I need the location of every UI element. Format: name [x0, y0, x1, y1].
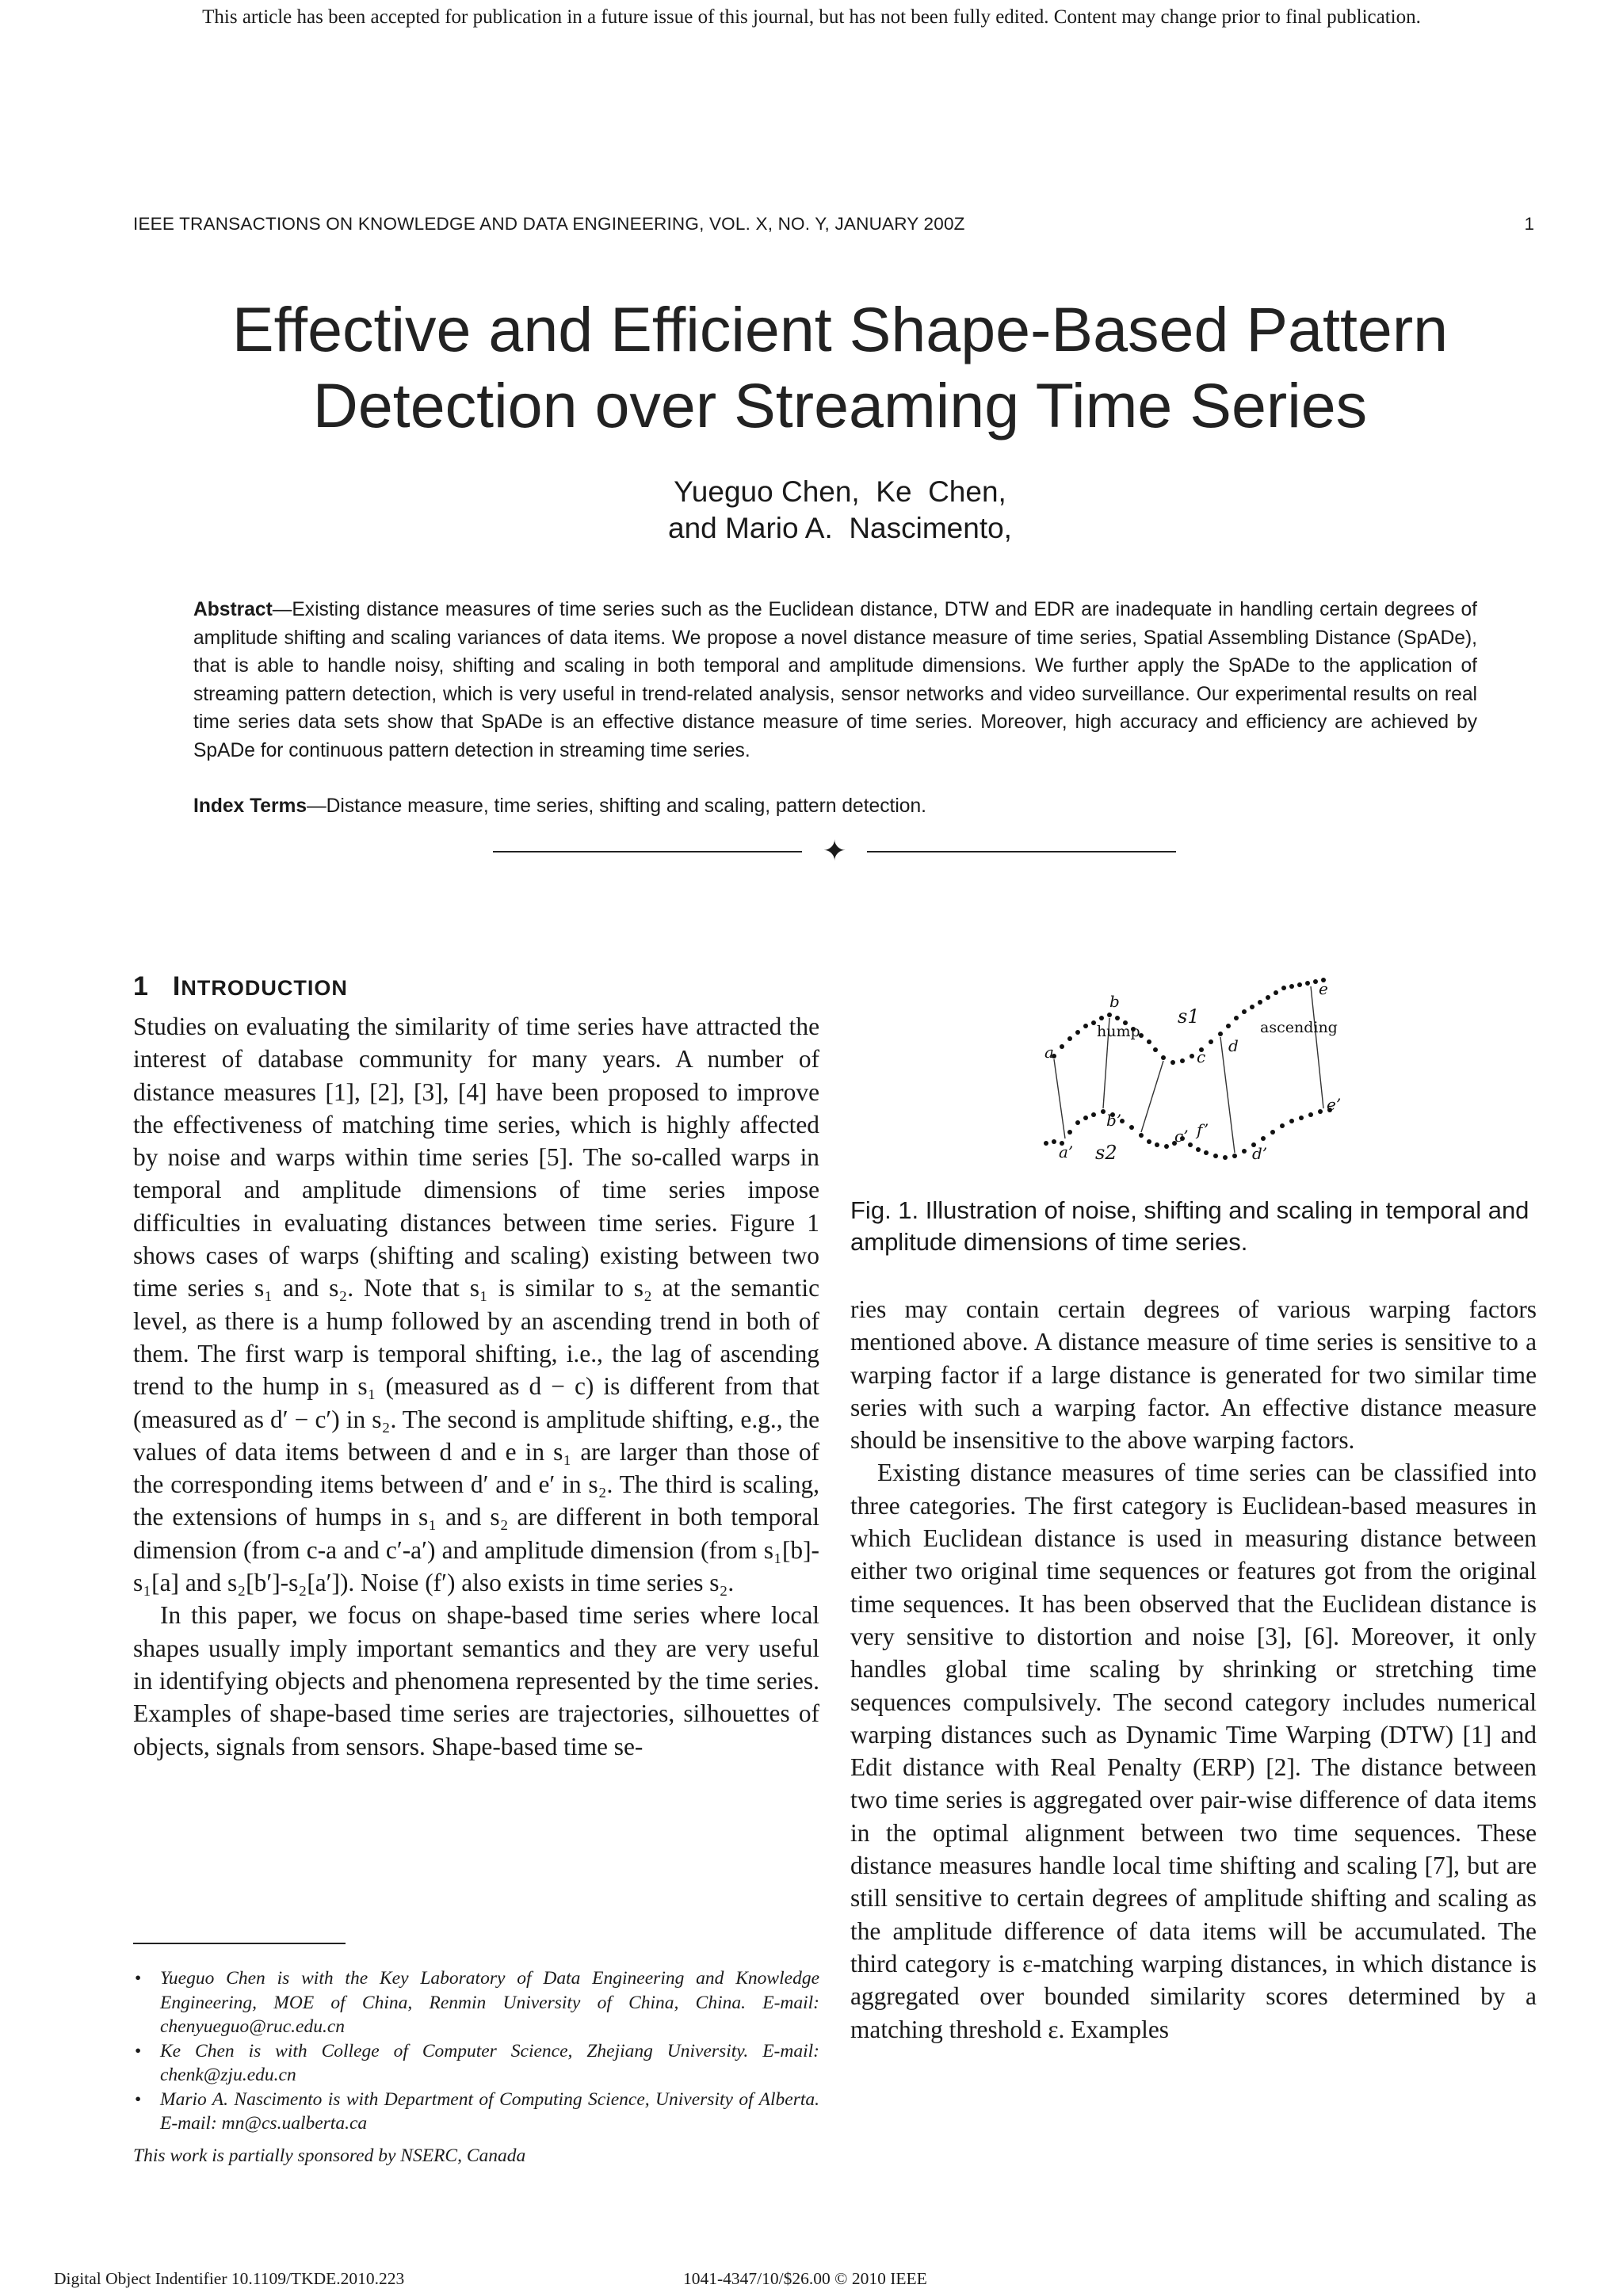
right-paragraph-1: ries may contain certain degrees of various warping factors mentioned above. A distance measure of time series is sensitive to a warping factor if a large distance is generated for two similar time series with such a warping factor. An effective distance measure should be insensitive to the above warping factors.	[850, 1295, 1537, 1455]
label-e: e	[1319, 979, 1328, 998]
copyright-footer: 1041-4347/10/$26.00 © 2010 IEEE	[683, 2269, 927, 2288]
label-a-prime: a’	[1059, 1142, 1074, 1161]
label-b: b	[1109, 992, 1120, 1011]
authors	[158, 474, 1522, 547]
right-column	[850, 1293, 1537, 2046]
authors-line-1: Yueguo Chen, Ke Chen,	[674, 475, 1006, 508]
label-s1: s1	[1178, 1005, 1200, 1028]
left-column	[133, 1010, 819, 1763]
index-terms	[193, 795, 1477, 818]
sponsor-note: This work is partially sponsored by NSERC, Canada	[133, 2145, 526, 2166]
paper-title	[158, 292, 1522, 444]
intro-paragraph-2: In this paper, we focus on shape-based time series where local shapes usually imply important semantics and they are very useful in identifying objects and phenomena represented by the time series. Examples of shape-based time series are trajectories, silhouettes of objects, signals from sensors. Shape-based time se-	[133, 1601, 819, 1760]
separator-line-right	[867, 851, 1176, 852]
separator-diamond-icon: ✦	[823, 835, 847, 867]
label-d: d	[1228, 1036, 1239, 1055]
section-title-initial: I	[172, 971, 181, 1001]
index-terms-label: Index Terms	[193, 795, 307, 817]
label-s2: s2	[1095, 1142, 1117, 1164]
figure-1-time-series	[1030, 963, 1371, 1169]
title-line-1: Effective and Efficient Shape-Based Pattern	[231, 294, 1449, 364]
authors-line-2: and Mario A. Nascimento,	[668, 512, 1012, 544]
label-c: c	[1197, 1047, 1206, 1066]
footnote-item: • Mario A. Nascimento is with Department of Computing Science, University of Alberta. E-mail: mn@cs.ualberta.ca	[133, 2088, 819, 2136]
label-ascending: ascending	[1260, 1019, 1338, 1036]
label-a: a	[1044, 1043, 1054, 1062]
publication-notice: This article has been accepted for publication in a future issue of this journal, but has not been fully edited. Content may change prior to final publication.	[202, 6, 1421, 28]
title-line-2: Detection over Streaming Time Series	[312, 370, 1368, 441]
label-f-prime: f’	[1197, 1120, 1209, 1139]
right-paragraph-2: Existing distance measures of time series can be classified into three categories. The first category is Euclidean-based measures in which Euclidean distance is used in measuring distance between either two original time sequences or features got from the original time sequences. It has been observed that the Euclidean distance is very sensitive to distortion and noise [3], [6]. Moreover, it only handles global time scaling by shrinking or stretching time sequences compulsively. The second category includes numerical warping distances such as Dynamic Time Warping (DTW) [1] and Edit distance with Real Penalty (ERP) [2]. The distance between two time series is aggregated over pair-wise difference of data items in the optimal alignment between two time sequences. These distance measures handle local time shifting and scaling [7], but are still sensitive to certain degrees of amplitude shifting and scaling as the amplitude difference of data items will be accumulated. The third category is ε-matching warping distances, in which distance is aggregated over bounded similarity scores determined by a matching threshold ε. Examples	[850, 1459, 1537, 2043]
label-c-prime: c’	[1174, 1127, 1189, 1146]
footnotes	[133, 1966, 819, 2168]
abstract	[193, 596, 1477, 765]
label-d-prime: d’	[1252, 1144, 1268, 1163]
label-b-prime: b’	[1106, 1111, 1122, 1130]
figure-1-caption: Fig. 1. Illustration of noise, shifting and scaling in temporal and amplitude dimensions of time series.	[850, 1196, 1529, 1256]
section-number: 1	[133, 971, 149, 1001]
intro-paragraph-1: Studies on evaluating the similarity of time series have attracted the interest of database community for many years. A number of distance measures [1], [2], [3], [4] have been proposed to improve the effectiveness of matching time series, which is highly affected by noise and warps within time series [5]. The so-called warps in temporal and amplitude dimensions of time series impose difficulties in evaluating distances between time series. Figure 1 shows cases of warps (shifting and scaling) existing between two time series s₁ and s₂. Note that s₁ is similar to s₂ at the semantic level, as there is a hump followed by an ascending trend in both of them. The first warp is temporal shifting, i.e., the lag of ascending trend to the hump in s₁ (measured as d − c) is different from that (measured as d′ − c′) in s₂. The second is amplitude shifting, e.g., the values of data items between d and e in s₁ are larger than those of the corresponding items between d′ and e′ in s₂. The third is scaling, the extensions of humps in s₁ and s₂ are different in both temporal dimension (from c-a and c′-a′) and amplitude dimension (from s₁[b]-s₁[a] and s₂[b′]-s₂[a′]). Noise (f′) also exists in time series s₂.	[133, 1013, 819, 1597]
doi-footer: Digital Object Indentifier 10.1109/TKDE.2010.223	[54, 2269, 405, 2288]
footnote-item: • Ke Chen is with College of Computer Science, Zhejiang University. E-mail: chenk@zju.edu.cn	[133, 2039, 819, 2088]
footnote-list	[133, 1966, 819, 2136]
page-number: 1	[1524, 214, 1534, 234]
label-hump: hump	[1097, 1023, 1140, 1040]
footnote-item: • Yueguo Chen is with the Key Laboratory of Data Engineering and Knowledge Engineering, MOE of China, Renmin University of China, China. E-mail: chenyueguo@ruc.edu.cn	[133, 1966, 819, 2039]
footnote-rule	[133, 1943, 346, 1944]
section-heading	[133, 971, 348, 1002]
abstract-text: —Existing distance measures of time series such as the Euclidean distance, DTW and EDR are inadequate in handling certain degrees of amplitude shifting and scaling variances of data items. We propose a novel distance measure of time series, Spatial Assembling Distance (SpADe), that is able to handle noisy, shifting and scaling in both temporal and amplitude dimensions. We further apply the SpADe to the application of streaming pattern detection, which is very useful in trend-related analysis, sensor networks and video surveillance. Our experimental results on real time series data sets show that SpADe is an effective distance measure of time series. Moreover, high accuracy and efficiency are achieved by SpADe for continuous pattern detection in streaming time series.	[193, 599, 1477, 761]
index-terms-text: —Distance measure, time series, shifting and scaling, pattern detection.	[307, 795, 926, 817]
abstract-label: Abstract	[193, 599, 273, 620]
running-head: IEEE TRANSACTIONS ON KNOWLEDGE AND DATA ENGINEERING, VOL. X, NO. Y, JANUARY 200Z	[133, 214, 965, 234]
section-title-rest: NTRODUCTION	[181, 976, 348, 1000]
label-e-prime: e’	[1327, 1095, 1342, 1114]
separator-line-left	[493, 851, 802, 852]
